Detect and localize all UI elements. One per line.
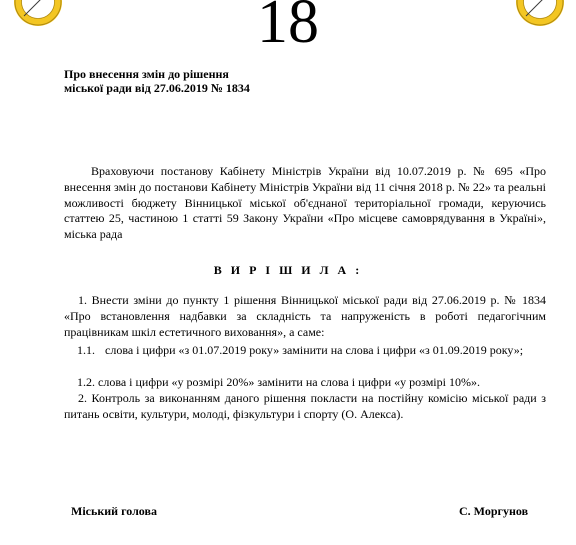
page-number: 18 <box>257 0 319 56</box>
preamble-paragraph: Враховуючи постанову Кабінету Міністрів України від 10.07.2019 р. № 695 «Про внесення змін до постанови Кабінету Міністрів України від 11 січня 2018 р. № 22» та реальні можливості бюджету Вінницької міської об'єднаної територіальної громади, керуючись статтею 25, частиною 1 статті 59 Закону України «Про місцеве самоврядування в Україні», міська рада <box>64 164 546 242</box>
title-line-2: міської ради від 27.06.2019 № 1834 <box>64 81 250 95</box>
title-line-1: Про внесення змін до рішення <box>64 67 229 81</box>
signature-name: С. Моргунов <box>459 504 529 518</box>
resolution-item-2: 2. Контроль за виконанням даного рішення покласти на постійну комісію міської ради з питань освіти, культури, молоді, фізкультури і спорту (О. Алекса). <box>64 391 546 421</box>
document-title <box>64 67 250 95</box>
resolve-heading: В И Р І Ш И Л А : <box>213 263 363 277</box>
resolution-subitem-1-2: 1.2. слова і цифри «у розмірі 20%» замінити на слова і цифри «у розмірі 10%». <box>77 375 480 389</box>
subitem-text: слова і цифри «з 01.07.2019 року» замінити на слова і цифри «з 01.09.2019 року»; <box>105 343 524 357</box>
signature-position: Міський голова <box>71 504 157 518</box>
resolution-subitem-1-1 <box>77 343 546 359</box>
subitem-number: 1.1. <box>77 343 95 357</box>
resolution-item-1: 1. Внести зміни до пункту 1 рішення Вінницької міської ради від 27.06.2019 р. № 1834 «Про встановлення надбавки за складність та напруженість в роботі педагогічним працівникам шкіл естетичного виховання», а саме: <box>64 293 546 339</box>
